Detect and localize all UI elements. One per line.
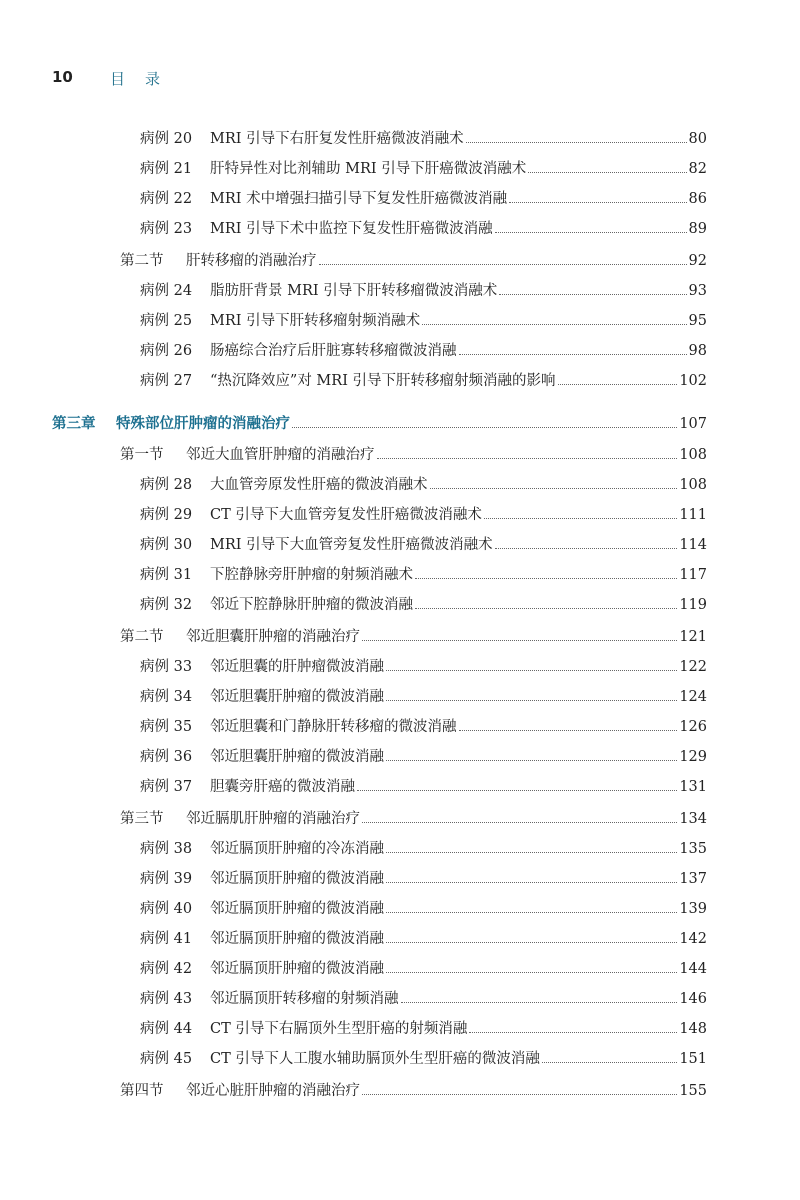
toc-entry-page-number: 108 — [679, 447, 707, 463]
toc-case-entry[interactable] — [140, 838, 707, 860]
toc-entry-number: 第三章 — [52, 416, 96, 432]
toc-entry-page-number: 151 — [679, 1051, 707, 1067]
toc-entry-page-number: 117 — [679, 567, 707, 583]
toc-case-entry[interactable] — [140, 656, 707, 678]
toc-case-entry[interactable] — [140, 564, 707, 586]
toc-entry-page-number: 92 — [688, 253, 707, 269]
toc-entry-title: 邻近膈顶肝肿瘤的微波消融 — [210, 961, 384, 977]
toc-entry-number: 病例 27 — [140, 373, 193, 389]
dot-leader — [386, 760, 677, 761]
toc-entry-title: 邻近大血管肝肿瘤的消融治疗 — [186, 447, 375, 463]
dot-leader — [430, 488, 678, 489]
running-header-title: 目录 — [110, 70, 181, 88]
toc-entry-page-number: 119 — [679, 597, 707, 613]
toc-entry-page-number: 146 — [679, 991, 707, 1007]
toc-entry-title: MRI 术中增强扫描引导下复发性肝癌微波消融 — [210, 191, 508, 207]
toc-entry-page-number: 114 — [679, 537, 707, 553]
dot-leader — [415, 608, 677, 609]
toc-entry-title: MRI 引导下大血管旁复发性肝癌微波消融术 — [210, 537, 493, 553]
toc-entry-title: 邻近胆囊和门静脉肝转移瘤的微波消融 — [210, 719, 457, 735]
toc-entry-title: CT 引导下右膈顶外生型肝癌的射频消融 — [210, 1021, 468, 1037]
dot-leader — [484, 518, 677, 519]
toc-entry-number: 病例 43 — [140, 991, 193, 1007]
toc-case-entry[interactable] — [140, 746, 707, 768]
toc-entry-page-number: 144 — [679, 961, 707, 977]
toc-entry-page-number: 121 — [679, 629, 707, 645]
toc-entry-page-number: 102 — [679, 373, 707, 389]
toc-case-entry[interactable] — [140, 280, 707, 302]
toc-entry-number: 病例 32 — [140, 597, 193, 613]
toc-entry-title: 特殊部位肝肿瘤的消融治疗 — [116, 416, 290, 432]
toc-entry-page-number: 107 — [679, 416, 707, 432]
toc-entry-number: 病例 23 — [140, 221, 193, 237]
dot-leader — [401, 1002, 678, 1003]
toc-entry-number: 病例 29 — [140, 507, 193, 523]
toc-entry-title: 邻近下腔静脉肝肿瘤的微波消融 — [210, 597, 413, 613]
dot-leader — [459, 730, 678, 731]
dot-leader — [509, 202, 686, 203]
toc-case-entry[interactable] — [140, 188, 707, 210]
dot-leader — [377, 458, 678, 459]
toc-entry-page-number: 139 — [679, 901, 707, 917]
dot-leader — [386, 700, 677, 701]
dot-leader — [357, 790, 677, 791]
toc-entry-title: MRI 引导下肝转移瘤射频消融术 — [210, 313, 421, 329]
toc-entry-page-number: 148 — [679, 1021, 707, 1037]
toc-entry-number: 病例 36 — [140, 749, 193, 765]
toc-entry-number: 病例 40 — [140, 901, 193, 917]
toc-entry-title: MRI 引导下术中监控下复发性肝癌微波消融 — [210, 221, 493, 237]
toc-entry-page-number: 137 — [679, 871, 707, 887]
toc-entry-title: “热沉降效应”对 MRI 引导下肝转移瘤射频消融的影响 — [210, 373, 556, 389]
dot-leader — [466, 142, 687, 143]
toc-entry-title: 胆囊旁肝癌的微波消融 — [210, 779, 355, 795]
toc-entry-page-number: 82 — [688, 161, 707, 177]
dot-leader — [386, 972, 677, 973]
toc-entry-number: 病例 20 — [140, 131, 193, 147]
toc-entry-title: CT 引导下大血管旁复发性肝癌微波消融术 — [210, 507, 482, 523]
toc-entry-page-number: 86 — [688, 191, 707, 207]
dot-leader — [319, 264, 687, 265]
toc-entry-number: 病例 39 — [140, 871, 193, 887]
toc-case-entry[interactable] — [140, 340, 707, 362]
toc-entry-number: 病例 33 — [140, 659, 193, 675]
toc-case-entry[interactable] — [140, 218, 707, 240]
page-number: 10 — [52, 68, 73, 86]
toc-entry-title: 肝转移瘤的消融治疗 — [186, 253, 317, 269]
toc-section-entry[interactable] — [120, 250, 707, 272]
toc-case-entry[interactable] — [140, 310, 707, 332]
toc-entry-title: 邻近膈顶肝肿瘤的冷冻消融 — [210, 841, 384, 857]
dot-leader — [386, 912, 677, 913]
toc-entry-title: 邻近胆囊肝肿瘤的微波消融 — [210, 749, 384, 765]
toc-entry-number: 病例 37 — [140, 779, 193, 795]
toc-entry-title: 邻近膈顶肝转移瘤的射频消融 — [210, 991, 399, 1007]
toc-case-entry[interactable] — [140, 1018, 707, 1040]
toc-entry-number: 第四节 — [120, 1083, 164, 1099]
toc-entry-page-number: 98 — [688, 343, 707, 359]
toc-case-entry[interactable] — [140, 988, 707, 1010]
toc-entry-title: 邻近膈肌肝肿瘤的消融治疗 — [186, 811, 360, 827]
toc-entry-page-number: 142 — [679, 931, 707, 947]
toc-section-entry[interactable] — [120, 808, 707, 830]
toc-case-entry[interactable] — [140, 158, 707, 180]
toc-entry-page-number: 131 — [679, 779, 707, 795]
toc-entry-number: 病例 22 — [140, 191, 193, 207]
toc-entry-number: 第二节 — [120, 253, 164, 269]
toc-section-entry[interactable] — [120, 626, 707, 648]
toc-case-entry[interactable] — [140, 716, 707, 738]
toc-entry-title: 邻近心脏肝肿瘤的消融治疗 — [186, 1083, 360, 1099]
dot-leader — [415, 578, 677, 579]
toc-entry-page-number: 124 — [679, 689, 707, 705]
toc-entry-page-number: 134 — [679, 811, 707, 827]
toc-case-entry[interactable] — [140, 534, 707, 556]
dot-leader — [495, 548, 678, 549]
toc-entry-number: 病例 35 — [140, 719, 193, 735]
toc-chapter-entry[interactable] — [52, 413, 707, 435]
toc-entry-title: 邻近膈顶肝肿瘤的微波消融 — [210, 931, 384, 947]
toc-entry-title: 邻近胆囊肝肿瘤的微波消融 — [210, 689, 384, 705]
toc-entry-page-number: 126 — [679, 719, 707, 735]
toc-entry-page-number: 111 — [679, 507, 707, 523]
toc-entry-page-number: 95 — [688, 313, 707, 329]
toc-entry-title: 大血管旁原发性肝癌的微波消融术 — [210, 477, 428, 493]
toc-entry-title: 下腔静脉旁肝肿瘤的射频消融术 — [210, 567, 413, 583]
toc-case-entry[interactable] — [140, 128, 707, 150]
dot-leader — [528, 172, 686, 173]
toc-entry-page-number: 129 — [679, 749, 707, 765]
toc-case-entry[interactable] — [140, 868, 707, 890]
toc-entry-number: 第二节 — [120, 629, 164, 645]
toc-case-entry[interactable] — [140, 958, 707, 980]
dot-leader — [499, 294, 686, 295]
toc-entry-number: 病例 42 — [140, 961, 193, 977]
dot-leader — [386, 882, 677, 883]
toc-entry-number: 病例 44 — [140, 1021, 193, 1037]
toc-entry-page-number: 135 — [679, 841, 707, 857]
toc-entry-title: 脂肪肝背景 MRI 引导下肝转移瘤微波消融术 — [210, 283, 498, 299]
dot-leader — [386, 942, 677, 943]
toc-entry-number: 病例 28 — [140, 477, 193, 493]
dot-leader — [362, 640, 677, 641]
toc-entry-page-number: 93 — [688, 283, 707, 299]
toc-case-entry[interactable] — [140, 474, 707, 496]
toc-entry-title: 邻近膈顶肝肿瘤的微波消融 — [210, 871, 384, 887]
toc-entry-number: 病例 21 — [140, 161, 193, 177]
toc-entry-number: 病例 26 — [140, 343, 193, 359]
dot-leader — [292, 427, 677, 428]
toc-entry-number: 病例 25 — [140, 313, 193, 329]
toc-entry-title: 邻近胆囊的肝肿瘤微波消融 — [210, 659, 384, 675]
dot-leader — [459, 354, 687, 355]
dot-leader — [469, 1032, 677, 1033]
toc-entry-number: 病例 24 — [140, 283, 193, 299]
dot-leader — [386, 852, 677, 853]
dot-leader — [422, 324, 686, 325]
dot-leader — [558, 384, 678, 385]
dot-leader — [542, 1062, 677, 1063]
toc-entry-page-number: 108 — [679, 477, 707, 493]
toc-entry-title: CT 引导下人工腹水辅助膈顶外生型肝癌的微波消融 — [210, 1051, 540, 1067]
toc-entry-page-number: 155 — [679, 1083, 707, 1099]
toc-case-entry[interactable] — [140, 594, 707, 616]
dot-leader — [386, 670, 677, 671]
toc-entry-number: 第一节 — [120, 447, 164, 463]
toc-entry-page-number: 89 — [688, 221, 707, 237]
toc-entry-page-number: 80 — [688, 131, 707, 147]
toc-entry-title: 肠癌综合治疗后肝脏寡转移瘤微波消融 — [210, 343, 457, 359]
toc-entry-number: 病例 34 — [140, 689, 193, 705]
toc-entry-page-number: 122 — [679, 659, 707, 675]
toc-case-entry[interactable] — [140, 504, 707, 526]
toc-entry-number: 病例 41 — [140, 931, 193, 947]
dot-leader — [495, 232, 687, 233]
toc-section-entry[interactable] — [120, 444, 707, 466]
toc-case-entry[interactable] — [140, 928, 707, 950]
toc-case-entry[interactable] — [140, 1048, 707, 1070]
toc-entry-title: 邻近胆囊肝肿瘤的消融治疗 — [186, 629, 360, 645]
toc-case-entry[interactable] — [140, 370, 707, 392]
toc-entry-title: 邻近膈顶肝肿瘤的微波消融 — [210, 901, 384, 917]
toc-entry-number: 病例 45 — [140, 1051, 193, 1067]
dot-leader — [362, 822, 677, 823]
toc-case-entry[interactable] — [140, 898, 707, 920]
dot-leader — [362, 1094, 677, 1095]
toc-entry-number: 病例 31 — [140, 567, 193, 583]
toc-section-entry[interactable] — [120, 1080, 707, 1102]
toc-case-entry[interactable] — [140, 686, 707, 708]
toc-case-entry[interactable] — [140, 776, 707, 798]
toc-entry-title: 肝特异性对比剂辅助 MRI 引导下肝癌微波消融术 — [210, 161, 527, 177]
toc-entry-number: 病例 30 — [140, 537, 193, 553]
toc-entry-number: 第三节 — [120, 811, 164, 827]
toc-entry-number: 病例 38 — [140, 841, 193, 857]
toc-entry-title: MRI 引导下右肝复发性肝癌微波消融术 — [210, 131, 464, 147]
